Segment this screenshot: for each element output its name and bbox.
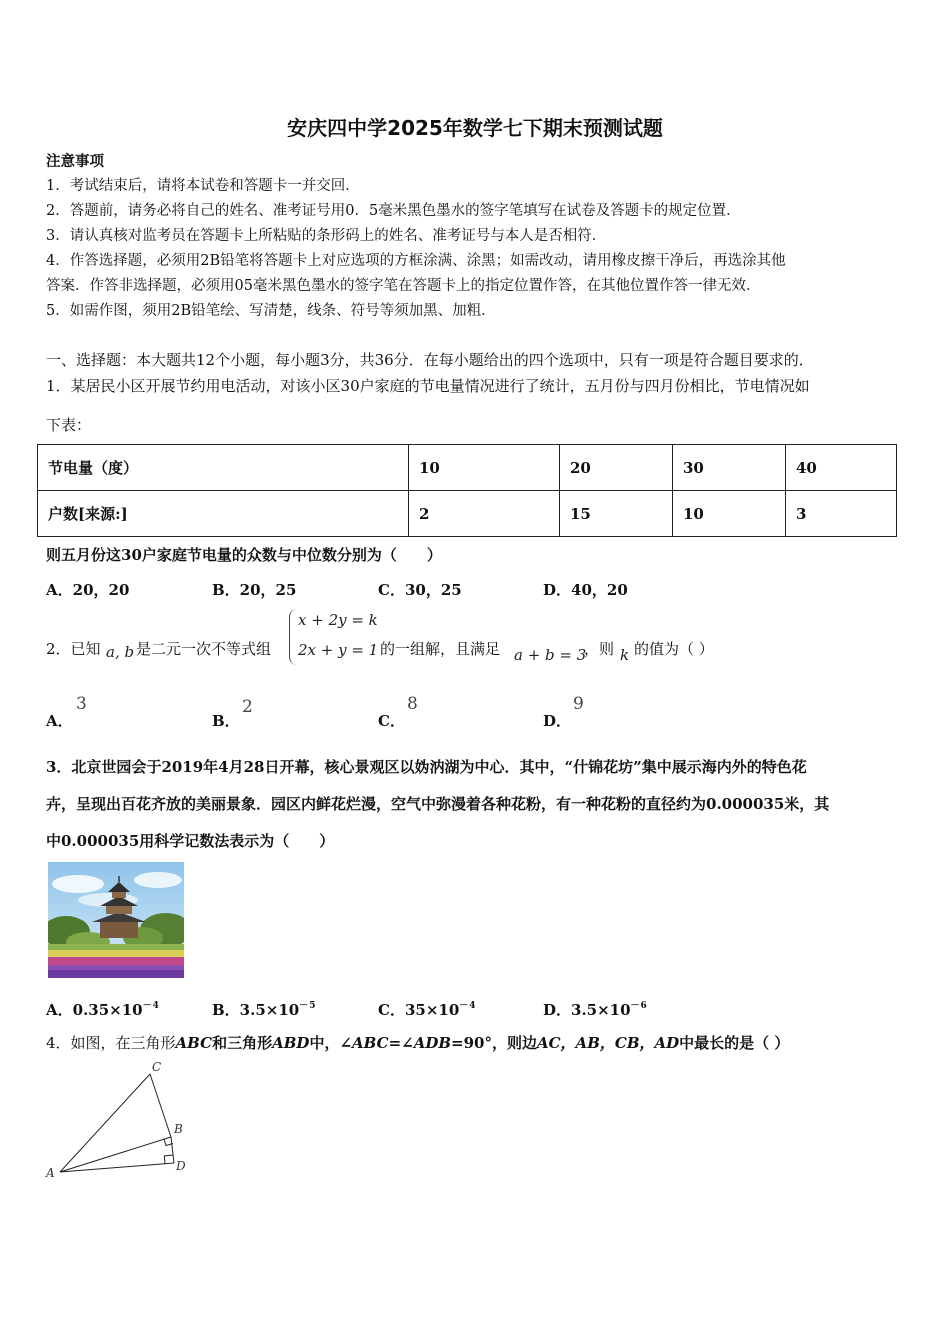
q1-option-a: A．20，20	[46, 581, 130, 599]
q2-option-a-value: 3	[76, 694, 87, 714]
table-row	[38, 491, 897, 537]
section-heading: 一、选择题：本大题共12个小题，每小题3分，共36分．在每小题给出的四个选项中，只有一项是符合题目要求的．	[46, 351, 814, 369]
table-cell: 节电量（度）	[38, 445, 409, 491]
point-label-b: B	[174, 1122, 183, 1136]
note-item: 4．作答选择题，必须用2B铅笔将答题卡上对应选项的方框涂满、涂黑；如需改动，请用橡皮擦干净后，再选涂其他	[46, 253, 786, 269]
q2-k: k	[620, 646, 630, 664]
page-title: 安庆四中学2025年数学七下期末预测试题	[287, 116, 663, 140]
table-cell: 10	[409, 445, 560, 491]
note-item: 3．请认真核对监考员在答题卡上所粘贴的条形码上的姓名、准考证号与本人是否相符．	[46, 228, 607, 244]
table-cell: 20	[560, 445, 673, 491]
flower-garden-photo	[48, 862, 184, 978]
table-cell: 15	[560, 491, 673, 537]
point-label-a: A	[46, 1166, 55, 1180]
q2-option-d-label: D．	[543, 712, 572, 730]
table-cell: 户数[来源:]	[38, 491, 409, 537]
q2-prefix: 2．已知	[46, 640, 101, 658]
q3-stem-line2: 卉，呈现出百花齐放的美丽景象．园区内鲜花烂漫，空气中弥漫着各种花粉，有一种花粉的直径约为0.000035米，其	[46, 795, 830, 813]
q1-stem-line1: 1．某居民小区开展节约用电活动，对该小区30户家庭的节电量情况进行了统计，五月份与四月份相比，节电情况如	[46, 377, 810, 395]
q2-option-a-label: A．	[46, 712, 73, 730]
q4-stem: 4．如图，在三角形ABC和三角形ABD中，∠ABC=∠ADB=90°，则边AC，AB，CB，AD中最长的是（ ）	[46, 1034, 790, 1052]
q2-option-b-label: B．	[212, 712, 240, 730]
triangle-figure	[40, 1058, 200, 1183]
q3-option-a: A．$0.35\times 10^{-4}$	[46, 1001, 160, 1019]
table-cell: 2	[409, 491, 560, 537]
q3-option-d: D．$3.5\times 10^{-6}$	[543, 1001, 648, 1019]
q2-eq2: 2x + y = 1	[298, 641, 379, 659]
note-item: 2．答题前，请务必将自己的姓名、准考证号用0．5毫米黑色墨水的签字笔填写在试卷及答题卡的规定位置．	[46, 203, 741, 219]
q1-data-table	[37, 444, 897, 537]
q2-option-d-value: 9	[573, 694, 584, 714]
table-cell: 30	[673, 445, 786, 491]
table-row	[38, 445, 897, 491]
q1-option-c: C．30，25	[378, 581, 462, 599]
note-item: 1．考试结束后，请将本试卷和答题卡一并交回．	[46, 178, 360, 194]
table-cell: 3	[786, 491, 897, 537]
q2-eq1: x + 2y = k	[298, 611, 378, 629]
q2-mid2: 的一组解，且满足	[380, 640, 501, 658]
point-label-c: C	[152, 1060, 162, 1074]
q3-option-b: B．$3.5\times 10^{-5}$	[212, 1001, 317, 1019]
note-item: 5．如需作图，须用2B铅笔绘、写清楚，线条、符号等须加黑、加粗．	[46, 303, 496, 319]
note-item: 答案．作答非选择题，必须用05毫米黑色墨水的签字笔在答题卡上的指定位置作答，在其他位置作答一律无效．	[46, 278, 761, 294]
q2-mid: 是二元一次不等式组	[136, 640, 272, 658]
q3-option-c: C．$35\times 10^{-4}$	[378, 1001, 477, 1019]
table-cell: 10	[673, 491, 786, 537]
q2-option-c-value: 8	[407, 694, 418, 714]
notes-heading: 注意事项	[46, 153, 104, 170]
point-label-d: D	[176, 1159, 186, 1173]
q3-stem-line3: 中0.000035用科学记数法表示为（ ）	[46, 832, 335, 850]
q3-stem-line1: 3．北京世园会于2019年4月28日开幕，核心景观区以妫汭湖为中心．其中，“什锦花坊”集中展示海内外的特色花	[46, 758, 807, 776]
q2-vars: a, b	[106, 643, 135, 661]
q2-cond: a + b = 3	[514, 646, 587, 664]
q1-stem-line2: 下表：	[46, 416, 92, 434]
q1-question: 则五月份这30户家庭节电量的众数与中位数分别为（ ）	[46, 546, 442, 564]
equation-brace	[289, 609, 298, 665]
q1-option-d: D．40，20	[543, 581, 628, 599]
q2-option-b-value: 2	[242, 697, 253, 717]
q2-option-c-label: C．	[378, 712, 405, 730]
q2-suffix: 的值为（ ）	[634, 640, 714, 658]
table-cell: 40	[786, 445, 897, 491]
q2-mid3: ，则	[584, 640, 615, 658]
q1-option-b: B．20，25	[212, 581, 297, 599]
